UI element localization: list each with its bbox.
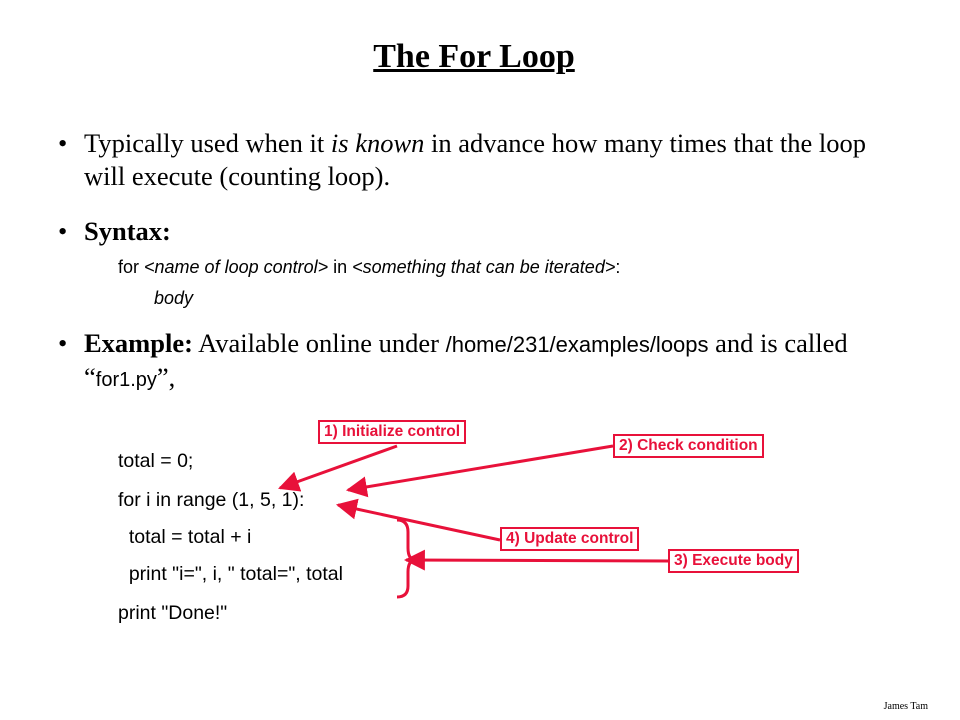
- syntax-in: in: [328, 257, 353, 277]
- bullet-usage-emphasis: is known: [330, 128, 425, 158]
- example-text1: Available online under: [192, 328, 446, 358]
- bullet-usage-pre: Typically used when it: [84, 128, 331, 158]
- syntax-body-text: body: [154, 288, 194, 308]
- syntax-colon: :: [615, 257, 621, 277]
- arrow-update: [338, 505, 500, 540]
- body-brace: [397, 520, 416, 597]
- example-label: Example:: [84, 328, 193, 358]
- syntax-var: <name of loop control>: [144, 257, 329, 277]
- syntax-label: Syntax:: [84, 216, 171, 246]
- code-line-3: total = total + i: [118, 526, 252, 548]
- code-line-5: print "Done!": [118, 602, 228, 624]
- callout-execute-body: 3) Execute body: [668, 549, 799, 573]
- arrow-execute: [406, 560, 670, 561]
- example-file: for1.py: [95, 369, 157, 391]
- code-line-2: for i in range (1, 5, 1):: [118, 489, 305, 511]
- code-line-1: total = 0;: [118, 450, 194, 472]
- bullet-marker: •: [58, 328, 68, 358]
- arrow-initialize: [280, 446, 397, 488]
- syntax-iter: <something that can be iterated>: [352, 257, 616, 277]
- example-text3: ”,: [156, 362, 176, 392]
- author-footer: James Tam: [883, 701, 928, 712]
- example-path: /home/231/examples/loops: [445, 332, 709, 357]
- arrow-condition: [348, 446, 613, 490]
- syntax-for: for: [118, 257, 145, 277]
- bullet-marker: •: [58, 216, 68, 246]
- callout-update-control: 4) Update control: [500, 527, 639, 551]
- bullet-usage-post: in advance how many times that the loop will execute (counting loop).: [84, 128, 866, 191]
- bullet-marker: •: [58, 128, 68, 158]
- slide-title: The For Loop: [373, 38, 575, 75]
- example-text2: and is called “: [84, 328, 848, 392]
- callout-check-condition: 2) Check condition: [613, 434, 764, 458]
- callout-initialize-control: 1) Initialize control: [318, 420, 466, 444]
- code-line-4: print "i=", i, " total=", total: [118, 563, 343, 585]
